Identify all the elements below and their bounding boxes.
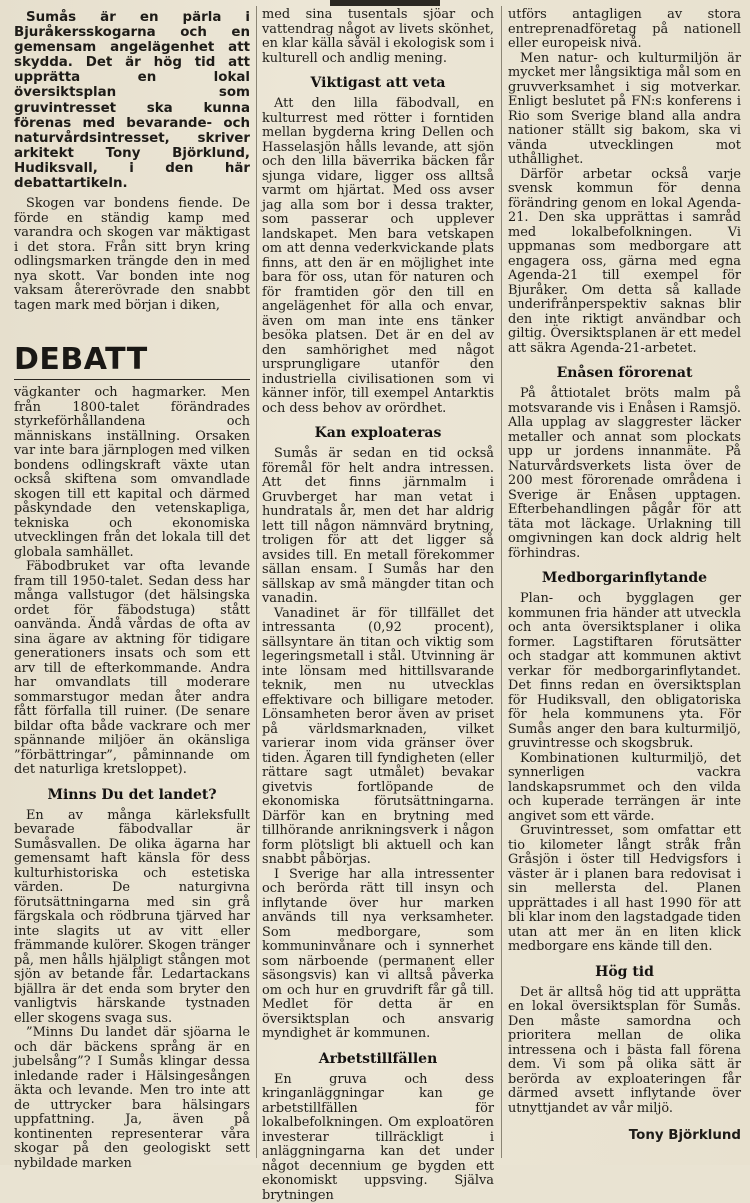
body-paragraph: På åttiotalet bröts malm på motsvarande vis i Enåsen i Ramsjö. Alla upplag av slaggrester läcker metaller och annat som plockats upp ur jordens innanmäte. På Naturvårdsverkets lista över de 200 mest förorenade områdena i Sverige är Enåsen upptagen. Efterbehandlingen pågår för att täta mot läckage. Urlakning till omgivningen kan dock aldrig helt förhindras. (508, 387, 741, 561)
body-paragraph: En av många kärleksfullt bevarade fäbodvallar är Sumåsvallen. De olika ägarna har gemensamt haft känsla för dess kulturhistoriska och estetiska värden. De naturgivna förutsättningarna med sin grå färgskala och rödbruna tjärved har inte slagits ut av vitt eller främmande kulörer. Skogen tränger på, men hålls hjälpligt stången mot sjön av betande får. Ledartackans bjällra är det enda som bryter den vanligtvis härskande tystnaden eller skogens svaga sus. (14, 809, 250, 1027)
body-paragraph: vägkanter och hagmarker. Men från 1800-talet förändrades styrkeförhållandena och människans inställning. Orsaken var inte bara järnplogen med vilken bondens odlingskraft växte utan också skiftena som omvandlade skogen till ett kapital och därmed påskyndade den vetenskapliga, tekniska och ekonomiska utvecklingen från det lokala till det globala samhället. (14, 386, 250, 560)
column-2 (262, 8, 494, 1203)
body-paragraph: utförs antagligen av stora entreprenadföretag på nationell eller europeisk nivå. (508, 8, 741, 52)
column-1 (14, 8, 250, 1171)
section-label: DEBATT (14, 343, 250, 380)
subheading: Enåsen förorenat (508, 365, 741, 382)
body-paragraph: Fäbodbruket var ofta levande fram till 1950-talet. Sedan dess har många vallstugor (det hälsingska ordet för fäbodstuga) stått oanvända. Ändå vårdas de ofta av sina ägare av aktning för tidigare generationers insats och som ett arv till de efterkommande. Andra har omvandlats till moderare sommarstugor medan åter andra fått förfalla till ruiner. (De senare bildar ofta både vackrare och mer spännande miljöer än okänsliga ”förbättringar”, påminnande om det naturliga kretsloppet). (14, 560, 250, 778)
subheading: Medborgarinflytande (508, 570, 741, 587)
body-paragraph: Det är alltså hög tid att upprätta en lokal översiktsplan för Sumås. Den måste samordna och prioritera mellan de olika intressena och i bästa fall förena dem. Vi som på olika sätt är berörda av exploateringen får därmed avsett inflytande över utnyttjandet av vår miljö. (508, 986, 741, 1117)
article-lead: Sumås är en pärla i Bjuråkersskogarna och en gemensam angelägenhet att skydda. Det är hög tid att upprätta en lokal översiktsplan som gruvintresset ska kunna förenas med bevarande- och naturvårdsintresset, skriver arkitekt Tony Björklund, Hudiksvall, i den här debattartikeln. (14, 10, 250, 191)
body-paragraph: Därför arbetar också varje svensk kommun för denna förändring genom en lokal Agenda-21. Den ska upprättas i samråd med lokalbefolkningen. Vi uppmanas som medborgare att engagera oss, gärna med egna Agenda-21 till exempel för Bjuråker. Om detta så kallade underifrånperspektiv saknas blir den inte riktigt användbar och giltig. Översiktsplanen är ett medel att säkra Agenda-21-arbetet. (508, 168, 741, 357)
body-paragraph: ”Minns Du landet där sjöarna le och där bäckens språng är en jubelsång”? I Sumås klingar dessa inledande rader i Hälsingesången äkta och levande. Men tro inte att de uttrycker bara hälsingars uppfattning. Ja, även på kontinenten representerar våra skogar på den geologiskt sett nybildade marken (14, 1026, 250, 1171)
author-signature: Tony Björklund (508, 1128, 741, 1143)
body-paragraph: Kombinationen kulturmiljö, det synnerligen vackra landskapsrummet och den vilda och kuperade terrängen är inte angivet som ett värde. (508, 752, 741, 825)
body-paragraph: Att den lilla fäbodvall, en kulturrest med rötter i forntiden mellan bygderna kring Dellen och Hasselasjön hålls levande, att sjön och den lilla bäverrika bäcken får sjunga vidare, ligger oss alltså varmt om hjärtat. Med oss avser jag alla som bor i dessa trakter, som passerar och upplever landskapet. Men bara vetskapen om att denna vederkvickande plats finns, att den är en möjlighet inte bara för oss, utan för naturen och för framtiden gör den till en angelägenhet för alla och envar, även om man inte ens tänker besöka platsen. Det är en del av den samhörighet med något ursprungligare utanför den industriella civilisationen som vi känner inför, till exempel Antarktis och dess behov av orördhet. (262, 97, 494, 416)
body-paragraph: Men natur- och kulturmiljön är mycket mer långsiktiga mål som en gruvverksamhet i sig motverkar. Enligt beslutet på FN:s konferens i Rio som Sverige bland alla andra nationer ställt sig bakom, ska vi vända utvecklingen mot uthållighet. (508, 52, 741, 168)
body-paragraph: med sina tusentals sjöar och vattendrag något av livets skönhet, en klar källa såväl i ekologisk som i kulturell och andlig mening. (262, 8, 494, 66)
body-paragraph: En gruva och dess kringanläggningar kan ge arbetstillfällen för lokalbefolkningen. Om exploatören investerar tillräckligt i anläggningarna kan det under något decennium ge bygden ett ekonomiskt uppsving. Själva brytningen (262, 1073, 494, 1203)
body-paragraph: Vanadinet är för tillfället det intressanta (0,92 procent), sällsyntare än titan och viktig som legeringsmetall i stål. Utvinning är inte lönsam med hittillsvarande teknik, men nu utvecklas effektivare och billigare metoder. Lönsamheten beror även av priset på världsmarknaden, vilket varierar inom vida gränser över tiden. Ägaren till fyndigheten (eller rättare sagt utmålet) bevakar givetvis fortlöpande de ekonomiska förutsättningarna. Därför kan en brytning med tillhörande anrikningsverk i någon form plötsligt bli aktuell och kan snabbt påbörjas. (262, 607, 494, 868)
subheading: Minns Du det landet? (14, 787, 250, 804)
column-divider (501, 6, 502, 1158)
body-paragraph: Skogen var bondens fiende. De förde en ständig kamp med varandra och skogen var mäktigast i det stora. Från sitt bryn kring odlingsmarken trängde den in med nya skott. Var bonden inte nog vaksam återerövrade den snabbt tagen mark med början i diken, (14, 197, 250, 313)
body-paragraph: Plan- och bygglagen ger kommunen fria händer att utveckla och anta översiktsplaner i olika former. Lagstiftaren förutsätter och stadgar att kommunen aktivt verkar för medborgarinflytandet. Det finns redan en översiktsplan för Hudiksvall, den obligatoriska för hela kommunens yta. För Sumås anger den bara kulturmiljö, gruvintresse och skogsbruk. (508, 592, 741, 752)
subheading: Kan exploateras (262, 425, 494, 442)
body-paragraph: I Sverige har alla intressenter och berörda rätt till insyn och inflytande över hur marken används till nya verksamheter. Som medborgare, som kommuninvånare och i synnerhet som närboende (permanent eller säsongsvis) kan vi alltså påverka om och hur en gruvdrift får gå till. Medlet för detta är en översiktsplan och ansvarig myndighet är kommunen. (262, 868, 494, 1042)
body-paragraph: Gruvintresset, som omfattar ett tio kilometer långt stråk från Gråsjön i öster till Hedvigsfors i väster är i planen bara redovisat i sin mellersta del. Planen upprättades i all hast 1990 för att bli klar inom den lagstadgade tiden utan att mer än en liten klick medborgare ens kände till den. (508, 824, 741, 955)
body-paragraph: Sumås är sedan en tid också föremål för helt andra intressen. Att det finns järnmalm i Gruvberget har man vetat i hundratals år, men det har aldrig lett till någon nämnvärd brytning, troligen för att det ligger så avsides till. En metall förekommer sällan ensam. I Sumås har den sällskap av små mängder titan och vanadin. (262, 447, 494, 607)
subheading: Viktigast att veta (262, 75, 494, 92)
subheading: Hög tid (508, 964, 741, 981)
column-divider (256, 6, 257, 1158)
column-3 (508, 8, 741, 1143)
header-rule (330, 0, 440, 6)
subheading: Arbetstillfällen (262, 1051, 494, 1068)
